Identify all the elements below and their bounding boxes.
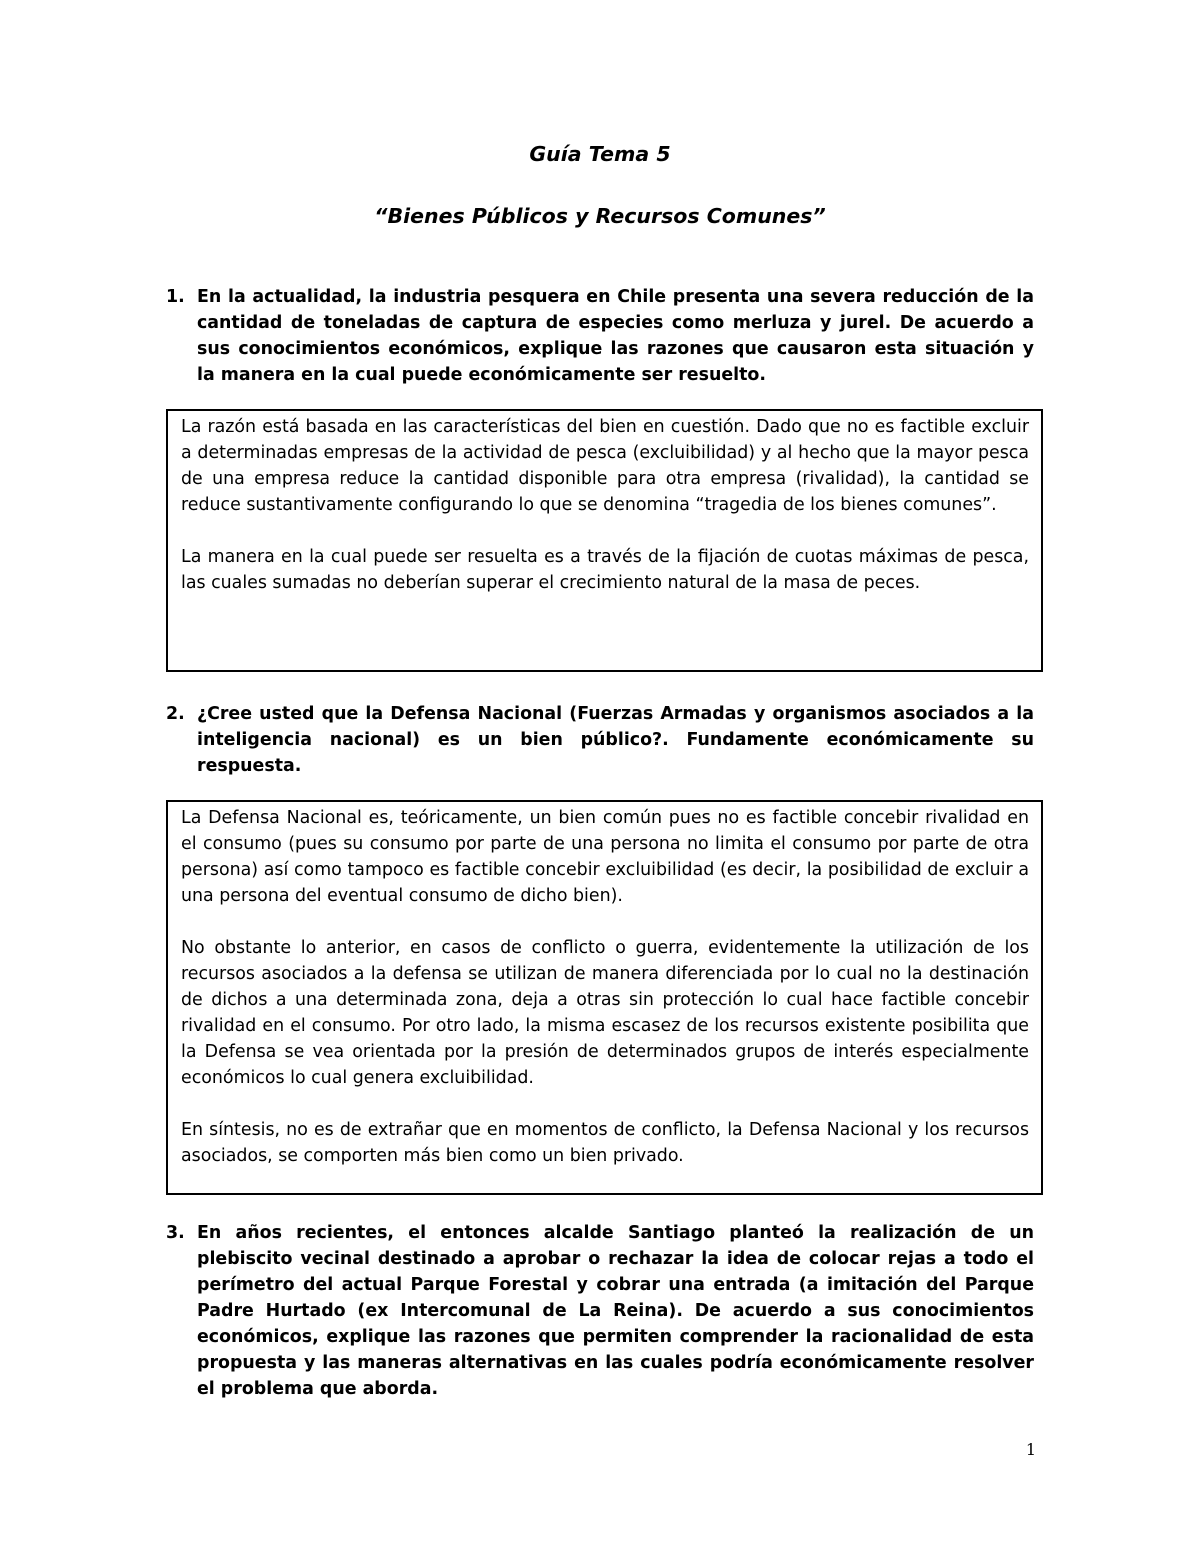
page-number: 1 [1025,1440,1036,1459]
document-subtitle: “Bienes Públicos y Recursos Comunes” [374,204,826,228]
question-text: En años recientes, el entonces alcalde Santiago planteó la realización de un plebiscito vecinal destinado a aprobar o rechazar la idea de colocar rejas a todo el perímetro del actual Parque Forestal y cobrar una entrada (a imitación del Parque Padre Hurtado (ex Intercomunal de La Reina). De acuerdo a sus conocimientos económicos, explique las razones que permiten comprender la racionalidad de esta propuesta y las maneras alternativas en las cuales podría económicamente resolver el problema que aborda. [197,1223,1034,1399]
answer-box-2 [166,800,1043,1195]
document-title: Guía Tema 5 [529,142,671,166]
answer-paragraph: La manera en la cual puede ser resuelta es a través de la fijación de cuotas máximas de pesca, las cuales sumadas no deberían superar el crecimiento natural de la masa de peces. [181,547,1029,593]
question-text: ¿Cree usted que la Defensa Nacional (Fuerzas Armadas y organismos asociados a la inteligencia nacional) es un bien público?. Fundamente económicamente su respuesta. [197,704,1034,776]
answer-paragraph: No obstante lo anterior, en casos de conflicto o guerra, evidentemente la utilización de los recursos asociados a la defensa se utilizan de manera diferenciada por lo cual no la destinación de dichos a una determinada zona, deja a otras sin protección lo cual hace factible concebir rivalidad en el consumo. Por otro lado, la misma escasez de los recursos existente posibilita que la Defensa se vea orientada por la presión de determinados grupos de interés especialmente económicos lo cual genera excluibilidad. [181,938,1029,1088]
answer-box-1 [166,409,1043,672]
question-3 [166,1220,1034,1402]
question-2 [166,701,1034,779]
question-number: 2. [166,704,185,724]
answer-paragraph: En síntesis, no es de extrañar que en momentos de conflicto, la Defensa Nacional y los recursos asociados, se comporten más bien como un bien privado. [181,1120,1029,1166]
question-text: En la actualidad, la industria pesquera en Chile presenta una severa reducción de la cantidad de toneladas de captura de especies como merluza y jurel. De acuerdo a sus conocimientos económicos, explique las razones que causaron esta situación y la manera en la cual puede económicamente ser resuelto. [197,287,1034,385]
question-1 [166,284,1034,388]
answer-paragraph: La razón está basada en las características del bien en cuestión. Dado que no es factible excluir a determinadas empresas de la actividad de pesca (excluibilidad) y al hecho que la mayor pesca de una empresa reduce la cantidad disponible para otra empresa (rivalidad), la cantidad se reduce sustantivamente configurando lo que se denomina “tragedia de los bienes comunes”. [181,417,1029,515]
question-number: 1. [166,287,185,307]
answer-paragraph: La Defensa Nacional es, teóricamente, un bien común pues no es factible concebir rivalidad en el consumo (pues su consumo por parte de una persona no limita el consumo por parte de otra persona) así como tampoco es factible concebir excluibilidad (es decir, la posibilidad de excluir a una persona del eventual consumo de dicho bien). [181,808,1029,906]
question-number: 3. [166,1223,185,1243]
